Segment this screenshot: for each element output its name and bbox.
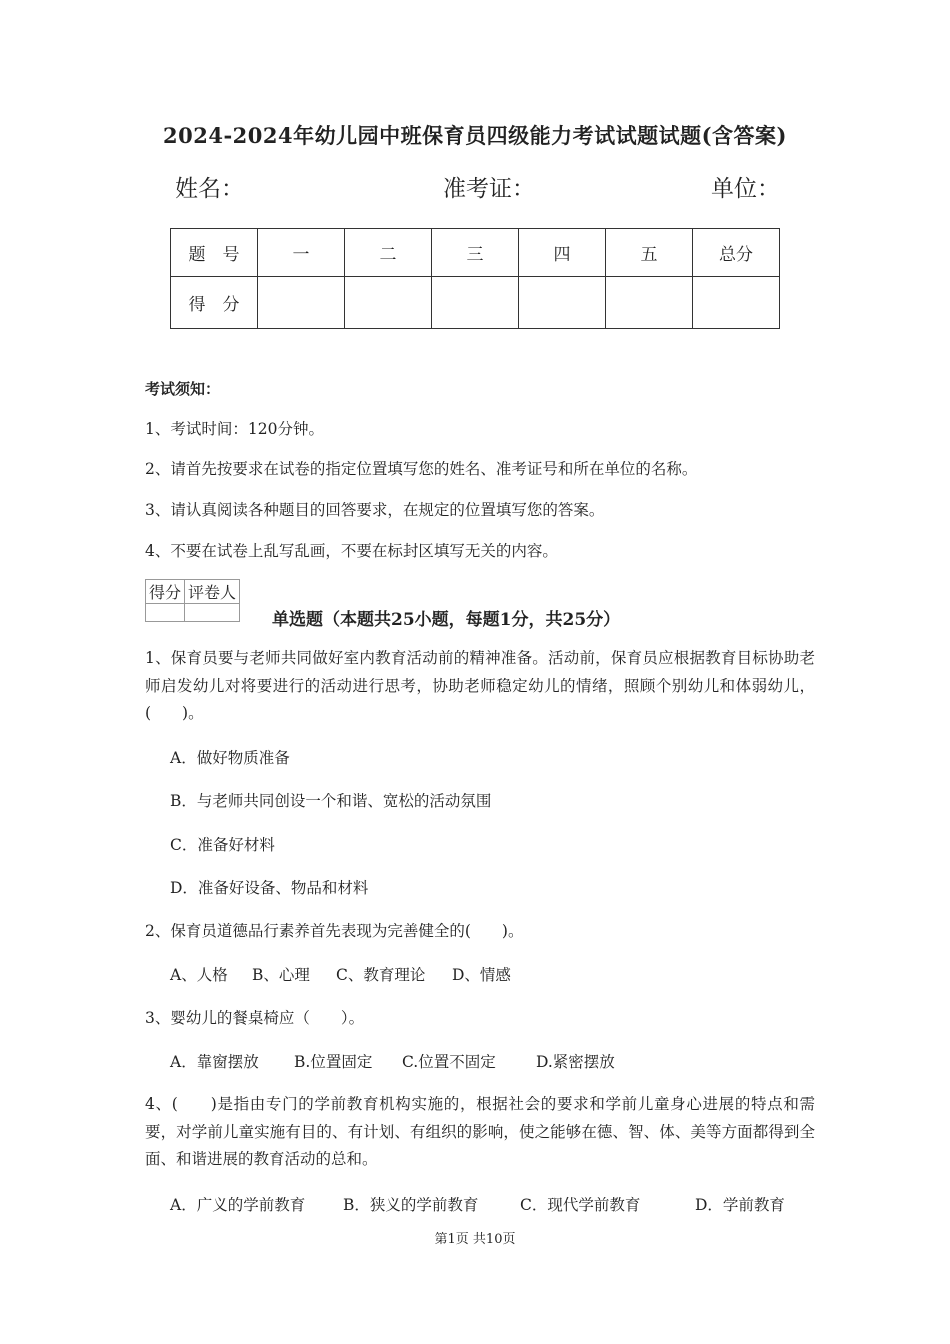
notice-item: 4、不要在试卷上乱写乱画，不要在标封区填写无关的内容。 xyxy=(145,542,558,560)
header-cell-5: 五 xyxy=(606,229,693,277)
header-cell-3: 三 xyxy=(432,229,519,277)
question-3-option-c: C.位置不固定 xyxy=(402,1053,496,1071)
question-1-option-b: B．与老师共同创设一个和谐、宽松的活动氛围 xyxy=(170,792,492,810)
section-title: 单选题（本题共25小题，每题1分，共25分） xyxy=(272,610,621,630)
score-cell-4[interactable] xyxy=(519,277,606,329)
score-table-header-row xyxy=(171,229,780,277)
notice-item: 3、请认真阅读各种题目的回答要求，在规定的位置填写您的答案。 xyxy=(145,501,605,519)
grader-box xyxy=(145,579,240,622)
question-4-option-b: B．狭义的学前教育 xyxy=(343,1196,479,1214)
question-3-option-b: B.位置固定 xyxy=(294,1053,373,1071)
score-cell-1[interactable] xyxy=(258,277,345,329)
exam-id-field-label: 准考证： xyxy=(443,176,535,202)
score-cell-total[interactable] xyxy=(693,277,780,329)
question-2-option-d: D、情感 xyxy=(452,966,511,984)
score-cell-5[interactable] xyxy=(606,277,693,329)
score-table-score-row xyxy=(171,277,780,329)
question-4-option-c: C．现代学前教育 xyxy=(520,1196,641,1214)
unit-field-label: 单位： xyxy=(711,176,780,202)
score-row-label: 得 分 xyxy=(171,277,258,329)
name-field-label: 姓名： xyxy=(175,176,244,202)
score-cell-2[interactable] xyxy=(345,277,432,329)
notice-item: 2、请首先按要求在试卷的指定位置填写您的姓名、准考证号和所在单位的名称。 xyxy=(145,460,698,478)
header-cell-4: 四 xyxy=(519,229,606,277)
question-3-stem: 3、婴幼儿的餐桌椅应（ ）。 xyxy=(145,1009,365,1027)
notice-heading: 考试须知： xyxy=(145,380,221,398)
question-1-stem: 1、保育员要与老师共同做好室内教育活动前的精神准备。活动前，保育员应根据教育目标协助老师启发幼儿对将要进行的活动进行思考，协助老师稳定幼儿的情绪，照顾个别幼儿和体弱幼儿，( )。 xyxy=(145,649,815,722)
grader-box-score-label: 得分 xyxy=(146,580,185,604)
score-table xyxy=(170,228,780,329)
question-4-option-a: A．广义的学前教育 xyxy=(170,1196,306,1214)
notice-item: 1、考试时间：120分钟。 xyxy=(145,420,324,438)
header-cell-1: 一 xyxy=(258,229,345,277)
header-cell-question-no: 题 号 xyxy=(171,229,258,277)
question-2-stem: 2、保育员道德品行素养首先表现为完善健全的( )。 xyxy=(145,922,524,940)
question-4-stem: 4、( )是指由专门的学前教育机构实施的，根据社会的要求和学前儿童身心进展的特点和需要，对学前儿童实施有目的、有计划、有组织的影响，使之能够在德、智、体、美等方面都得到全面、和谐进展的教育活动的总和。 xyxy=(145,1095,815,1168)
question-3-option-d: D.紧密摆放 xyxy=(536,1053,615,1071)
header-cell-2: 二 xyxy=(345,229,432,277)
header-cell-total: 总分 xyxy=(693,229,780,277)
question-1-option-a: A．做好物质准备 xyxy=(170,749,290,767)
question-4-option-d: D．学前教育 xyxy=(695,1196,785,1214)
question-3-option-a: A．靠窗摆放 xyxy=(170,1053,259,1071)
question-1-option-c: C．准备好材料 xyxy=(170,836,275,854)
question-2-option-b: B、心理 xyxy=(252,966,310,984)
question-2-option-c: C、教育理论 xyxy=(336,966,426,984)
grader-box-score-cell[interactable] xyxy=(146,604,185,622)
score-cell-3[interactable] xyxy=(432,277,519,329)
question-2-option-a: A、人格 xyxy=(170,966,228,984)
grader-box-grader-label: 评卷人 xyxy=(185,580,240,604)
grader-box-grader-cell[interactable] xyxy=(185,604,240,622)
question-1-option-d: D．准备好设备、物品和材料 xyxy=(170,879,369,897)
page-footer: 第1页 共10页 xyxy=(434,1232,516,1247)
page-title: 2024-2024年幼儿园中班保育员四级能力考试试题试题(含答案) xyxy=(163,123,787,148)
